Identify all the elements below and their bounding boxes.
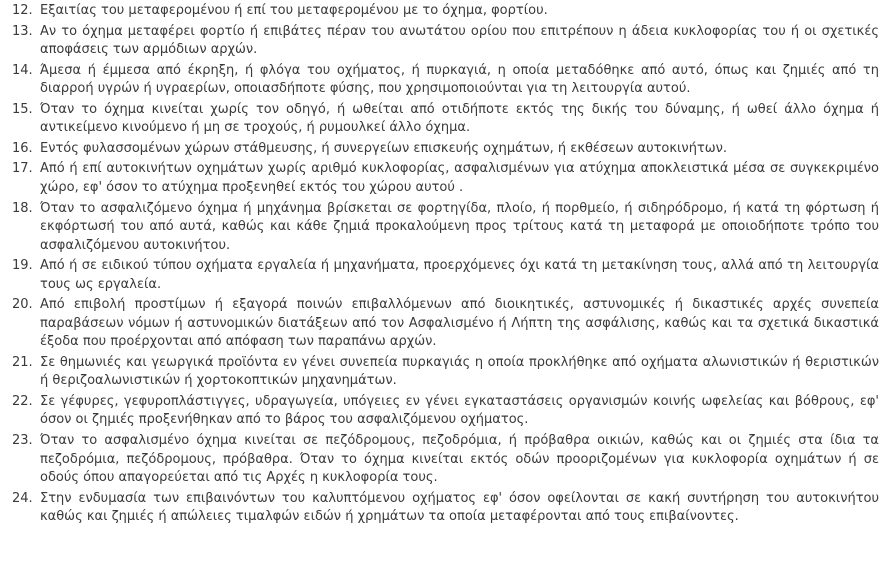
item-text: Εντός φυλασσομένων χώρων στάθμευσης, ή συνεργείων επισκευής οχημάτων, ή εκθέσεων αυτοκινήτων. [40,140,728,156]
list-item [12,432,879,488]
item-number: 12. [12,3,33,18]
item-number: 17. [12,161,33,177]
item-number: 19. [12,258,33,274]
list-item [12,101,879,138]
list-item [12,2,879,21]
item-text: Σε γέφυρες, γεφυροπλάστιγγες, υδραγωγεία, υπόγειες εν γένει εγκαταστάσεις οργανισμών κοινής ωφελείας και βόθρους, εφ' όσον οι ζημιές προξενήθηκαν από το βάρος του ασφαλιζόμενου οχήματος. [40,393,879,428]
item-text: Από ή σε ειδικού τύπου οχήματα εργαλεία ή μηχανήματα, προερχόμενες όχι κατά τη μετακίνηση τους, αλλά από τη λειτουργία τους ως εργαλεία. [40,258,879,292]
list-item [12,62,879,99]
item-number: 13. [12,23,33,39]
item-number: 14. [12,62,33,78]
item-text: Σε θημωνιές και γεωργικά προϊόντα εν γένει συνεπεία πυρκαγιάς η οποία προκλήθηκε από οχήματα αλωνιστικών ή θεριστικών ή θεριζοαλωνιστικών ή χορτοκοπτικών μηχανημάτων. [40,354,879,389]
item-number: 15. [12,101,33,117]
item-text: Στην ενδυμασία των επιβαινόντων του καλυπτόμενου οχήματος εφ' όσον οφείλονται σε κακή συντήρηση του αυτοκινήτου καθώς και ζημιές ή απώλειες τιμαλφών ειδών ή χρημάτων τα οποία μεταφέρονται από τους επιβαίνοντες. [40,490,879,525]
item-number: 23. [12,433,33,449]
list-item [12,296,879,352]
item-text: Αν το όχημα μεταφέρει φορτίο ή επιβάτες πέραν του ανωτάτου ορίου που επιτρέπουν η άδεια κυκλοφορίας του ή οι σχετικές αποφάσεις των αρμόδιων αρχών. [40,23,879,58]
item-text: Όταν το ασφαλιζόμενο όχημα ή μηχάνημα βρίσκεται σε φορτηγίδα, πλοίο, ή πορθμείο, ή σιδηρόδρομο, ή κατά τη φόρτωση ή εκφόρτωσή του από αυτά, καθώς και κάθε ζημιά προκαλούμενη προς τρίτους κατά τη μεταφορά με οποιοδήποτε τρόπο του ασφαλιζόμενου αυτοκινήτου. [40,200,879,253]
item-number: 21. [12,354,33,370]
list-item [12,354,879,391]
item-text: Άμεσα ή έμμεσα από έκρηξη, ή φλόγα του οχήματος, ή πυρκαγιά, η οποία μεταδόθηκε από αυτό, όπως και ζημιές από τη διαρροή υγρών ή υγραερίων, οποιασδήποτε φύσης, που χρησιμοποιούνται για τη λειτουργία αυτού. [40,62,879,97]
list-item [12,257,879,294]
list-item [12,23,879,60]
list-item [12,200,879,256]
item-text: Από ή επί αυτοκινήτων οχημάτων χωρίς αριθμό κυκλοφορίας, ασφαλισμένων για ατύχημα αποκλειστικά μέσα σε συγκεκριμένο χώρο, εφ' όσον το ατύχημα προξενηθεί εκτός του χώρου αυτού . [40,161,879,195]
item-number: 16. [12,140,33,156]
item-text: Εξαιτίας του μεταφερομένου ή επί του μεταφερομένου με το όχημα, φορτίου. [40,3,548,18]
list-item [12,140,879,159]
list-item [12,490,879,527]
item-number: 20. [12,297,33,313]
exclusions-list [12,2,879,527]
item-number: 18. [12,200,33,216]
list-item [12,393,879,430]
item-text: Από επιβολή προστίμων ή εξαγορά ποινών επιβαλλόμενων από διοικητικές, αστυνομικές ή δικαστικές αρχές συνεπεία παραβάσεων νόμων ή αστυνομικών διατάξεων από τον Ασφαλισμένο ή Λήπτη της ασφάλισης, καθώς και τα σχετικά δικαστικά έξοδα που προέρχονται από απόφαση των παραπάνω αρχών. [40,297,879,350]
item-number: 22. [12,393,33,409]
item-text: Όταν το ασφαλισμένο όχημα κινείται σε πεζόδρομους, πεζοδρόμια, ή πρόβαθρα οικιών, καθώς και οι ζημιές στα ίδια τα πεζοδρόμια, πεζόδρομους, πρόβαθρα. Όταν το όχημα κινείται εκτός οδών προοριζομένων για κυκλοφορία οχημάτων ή σε οδούς όπου απαγορεύεται από τις Αρχές η κυκλοφορία τους. [40,433,879,486]
item-text: Όταν το όχημα κινείται χωρίς τον οδηγό, ή ωθείται από οτιδήποτε εκτός της δικής του δύναμης, ή ωθεί άλλο όχημα ή αντικείμενο κινούμενο ή μη σε τροχούς, ή ρυμουλκεί άλλο όχημα. [40,101,879,136]
item-number: 24. [12,490,33,506]
list-item [12,160,879,197]
